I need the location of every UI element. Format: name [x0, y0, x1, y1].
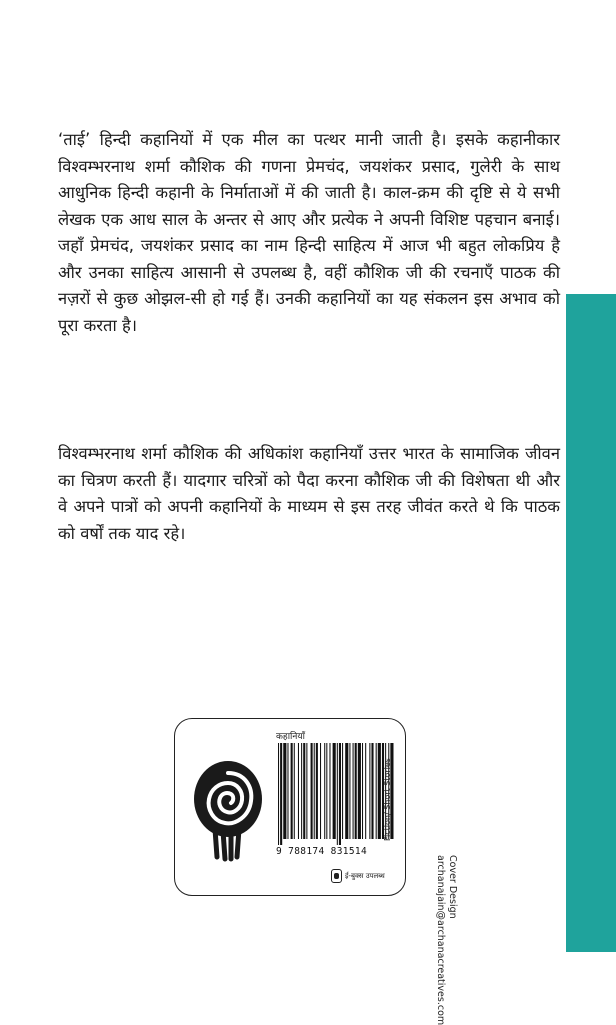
cover-design-credit: [435, 855, 458, 1025]
genre-label: कहानियाँ: [276, 732, 305, 742]
blurb-paragraph-1: ‘ताई’ हिन्दी कहानियों में एक मील का पत्थर मानी जाती है। इसके कहानीकार विश्वम्भरनाथ शर्मा कौशिक की गणना प्रेमचंद, जयशंकर प्रसाद, गुलेरी के साथ आधुनिक हिन्दी कहानी के निर्माताओं में की जाती है। काल-क्रम की दृष्टि से ये सभी लेखक एक आध साल के अन्तर से आए और प्रत्येक ने अपनी विशिष्ट पहचान बनाई। जहाँ प्रेमचंद, जयशंकर प्रसाद का नाम हिन्दी साहित्य में आज भी बहुत लोकप्रिय है और उनका साहित्य आसानी से उपलब्ध है, वहीं कौशिक जी की रचनाएँ पाठक की नज़रों से कुछ ओझल-सी हो गई हैं। उनकी कहानियों का यह संकलन इस अभाव को पूरा करता है।: [58, 130, 560, 335]
publisher-spiral-logo-icon: [187, 753, 269, 863]
ebook-icon: [331, 869, 342, 883]
category-label: Fiction/ Short Stories: [383, 758, 392, 841]
blurb-paragraph-2: विश्वम्भरनाथ शर्मा कौशिक की अधिकांश कहानियाँ उत्तर भारत के सामाजिक जीवन का चित्रण करती हैं। यादगार चरित्रों को पैदा करना कौशिक जी की विशेषता थी और वे अपने पात्रों को अपनी कहानियों के माध्यम से इस तरह जीवंत करते थे कि पाठक को वर्षों तक याद रहे।: [58, 444, 560, 543]
cover-design-email: archanajain@archanacreatives.com: [435, 855, 447, 1025]
teal-accent-strip: [566, 294, 616, 952]
publisher-barcode-panel: [174, 718, 406, 896]
isbn-digits: 9 788174 831514: [276, 846, 368, 857]
ebook-label: ई-बुक्स उपलब्ध: [345, 871, 385, 880]
ebook-badge: [331, 869, 385, 883]
isbn-barcode: [276, 743, 396, 845]
cover-design-label: Cover Design: [447, 855, 458, 919]
